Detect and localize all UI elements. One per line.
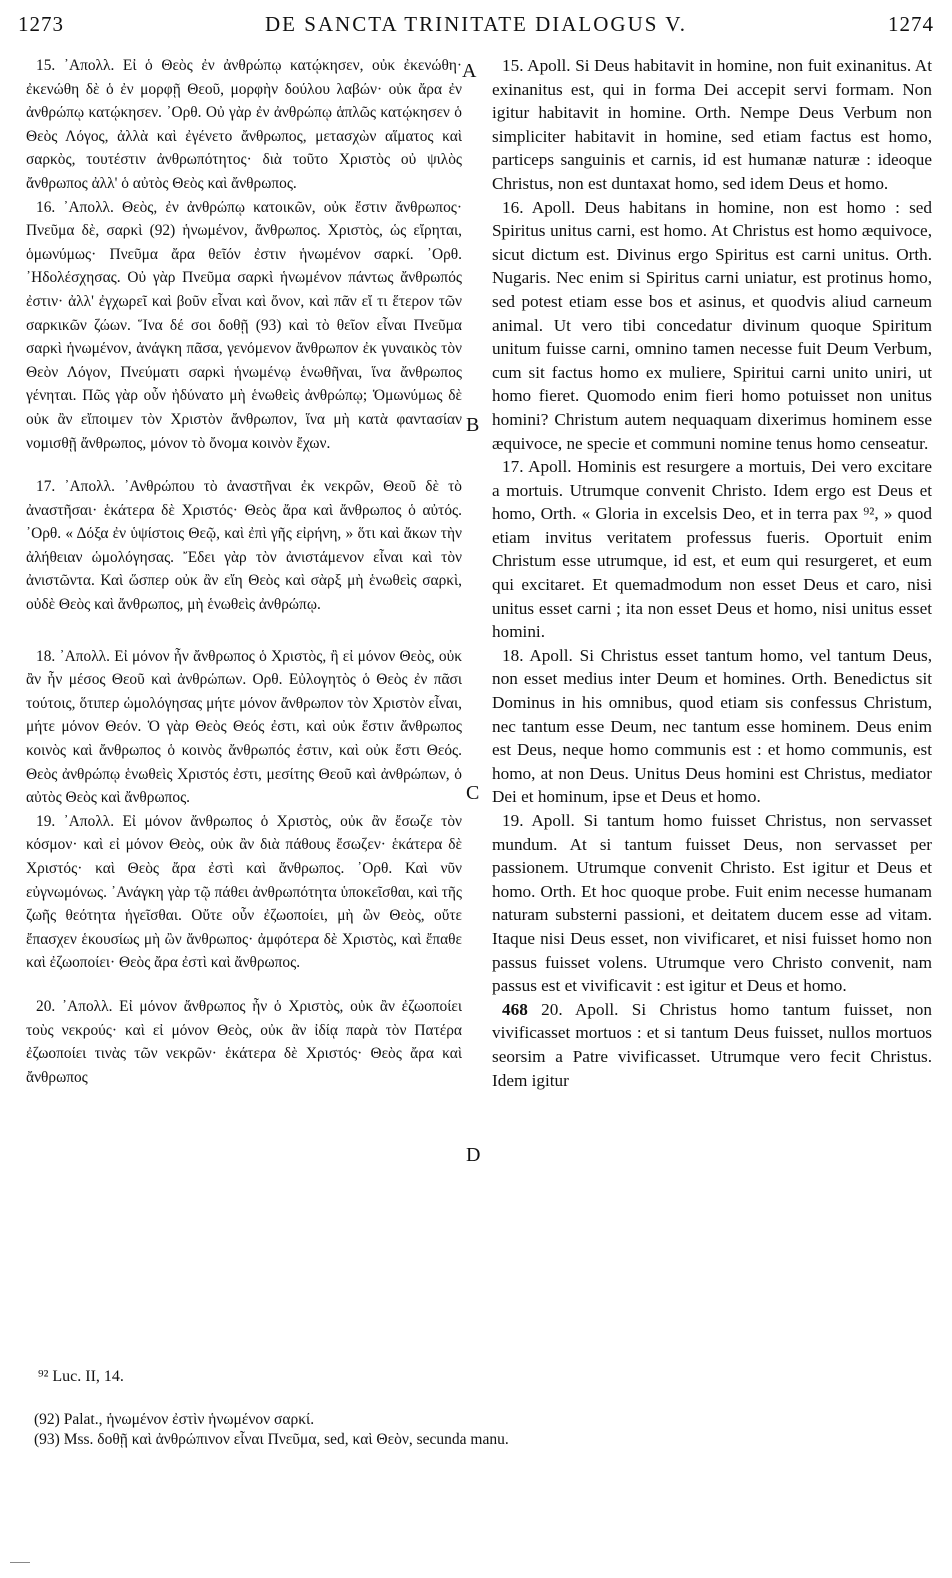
page-number-left: 1273: [18, 12, 64, 36]
margin-letter-b: B: [466, 414, 480, 436]
greek-column: [26, 54, 462, 1089]
critical-footnote-93: (93) Mss. δοθῇ καὶ ἀνθρώπινον εἶναι Πνεῦμα, sed, καὶ Θεὸν, secunda manu.: [34, 1431, 509, 1448]
greek-paragraph-16: 16. ᾿Απολλ. Θεὸς, ἐν ἀνθρώπῳ κατοικῶν, οὐκ ἔστιν ἄνθρωπος· Πνεῦμα δὲ, σαρκὶ (92) ἡνωμένον, ἄνθρωπος. Χριστὸς, ὡς εἴρηται, ὁμωνύμως· Πνεῦμα ἄρα θεῖόν ἐστιν ἡνωμένον σαρκί. ᾿Ορθ. ᾿Ηδολέσχησας. Οὐ γὰρ Πνεῦμα σαρκὶ ἡνωμένον πάντως ἄνθρωπός ἐστιν· ἀλλ' ἐγχωρεῖ καὶ βοῦν εἶναι καὶ ὄνον, καὶ πᾶν εἴ τι ἕτερον τῶν σαρκικῶν ζώων. Ἵνα δέ σοι δοθῇ (93) καὶ τὸ θεῖον εἶναι Πνεῦμα σαρκὶ ἡνωμένον, ἀνάγκη πᾶσα, γενόμενον ἄνθρωπον ἐκ γυναικὸς τὸν Θεὸν Λόγον, Πνεύματι σαρκὶ ἡνωμένῳ ἑνωθῆναι, ἵνα ἄνθρωπος γένηται. Πῶς γὰρ οὖν ἠδύνατο μὴ ἑνωθεὶς ἀνθρώπῳ; Ὁμωνύμως δὲ οὐκ ἂν εἴποιμεν τὸν Χριστὸν ἄνθρωπον, ἵνα μὴ κατὰ φαντασίαν νομισθῇ ἄνθρωπος, μόνον τὸ ὄνομα κοινὸν ἔχων.: [26, 198, 462, 452]
running-header: [18, 6, 934, 40]
latin-paragraph-19: 19. Apoll. Si tantum homo fuisset Christus, non servasset mundum. At si tantum fuisset Deus, non servasset per passionem. Utrumque convenit Christo. Est igitur et Deus et homo. Orth. Et hoc quoque probe. Fuit enim necesse humanam naturam substerni passioni, et deitatem ducem esse ad vitam. Itaque nisi Deus esset, non vivificaret, et nisi fuisset homo non passus fuisset volens. Utrumque vero Christo convenit, nam passus est et vivificavit : est igitur et Deus et homo.: [492, 811, 932, 996]
critical-footnote-92: (92) Palat., ἡνωμένον ἐστὶν ἡνωμένον σαρκί.: [34, 1411, 315, 1428]
greek-paragraph-17: 17. ᾿Απολλ. ᾿Ανθρώπου τὸ ἀναστῆναι ἐκ νεκρῶν, Θεοῦ δὲ τὸ ἀναστῆσαι· ἑκάτερα δὲ Χριστός· Θεὸς ἄρα καὶ ἄνθρωπος ὁ αὐτός. ᾿Ορθ. « Δόξα ἐν ὑψίστοις Θεῷ, καὶ ἐπὶ γῆς εἰρήνη, » ὅτι καὶ ἄκων τὴν ἀλήθειαν ὡμολόγησας. Ἔδει γὰρ τὸν ἀνιστάμενον εἶναι καὶ τὸν ἀνιστῶντα. Καὶ ὥσπερ οὐκ ἂν εἴη Θεὸς καὶ σὰρξ μὴ ἑνωθεὶς σαρκὶ, οὐδὲ Θεὸς καὶ ἄνθρωπος, μὴ ἑνωθεὶς ἀνθρώπῳ.: [26, 478, 462, 614]
latin-paragraph-20-text: 20. Apoll. Si Christus homo tantum fuisset, non vivificasset mortuos : et si tantum Deus fuisset, nullos mortuos seorsim a Patre vivificasset. Utrumque vero fecit Christus. Idem igitur: [492, 999, 932, 1090]
greek-paragraph-20: 20. ᾿Απολλ. Εἰ μόνον ἄνθρωπος ἦν ὁ Χριστὸς, οὐκ ἂν ἐζωοποίει τοὺς νεκρούς· καὶ εἰ μόνον Θεὸς, οὐκ ἂν ἰδίᾳ παρὰ τὸν Πατέρα ἐζωοποίει τινὰς τῶν νεκρῶν· ἑκάτερα δὲ Χριστός· Θεὸς ἄρα καὶ ἄνθρωπος: [26, 997, 462, 1086]
greek-paragraph-19: 19. ᾿Απολλ. Εἰ μόνον ἄνθρωπος ὁ Χριστὸς, οὐκ ἂν ἔσωζε τὸν κόσμον· καὶ εἰ μόνον Θεὸς, οὐκ ἂν διὰ πάθους ἔσωζεν· ἑκάτερα δὲ Χριστός· καὶ Θεὸς ἄρα ἐστὶ καὶ ἄνθρωπος. ᾿Ορθ. Καὶ νῦν εὐγνωμόνως. ᾿Ανάγκη γὰρ τῷ πάθει ἀνθρωπότητα ὑποκεῖσθαι, καὶ τῆς ζωῆς θεότητα ἡγεῖσθαι. Οὔτε οὖν ἐζωοποίει, μὴ ὢν Θεὸς, οὔτε ἔπασχεν ἑκουσίως μὴ ὢν ἄνθρωπος· ἀμφότερα δὲ Χριστὸς, καὶ ἔπαθε καὶ ἐζωοποίει· Θεὸς ἄρα ἐστὶ καὶ ἄνθρωπος.: [26, 812, 462, 972]
margin-letter-a: A: [462, 60, 477, 82]
scripture-footnote: ⁹² Luc. II, 14.: [38, 1368, 124, 1385]
greek-paragraph-18: 18. ᾿Απολλ. Εἰ μόνον ἦν ἄνθρωπος ὁ Χριστὸς, ἢ εἰ μόνον Θεὸς, οὐκ ἂν ἦν μέσος Θεοῦ καὶ ἀνθρώπων. Ορθ. Εὐλογητὸς ὁ Θεὸς ἐν πᾶσι τούτοις, ὅτιπερ ὡμολόγησας μήτε μόνον ἄνθρωπον τὸν Χριστὸν εἶναι, μήτε μόνον Θεόν. Ὁ γὰρ Θεὸς Θεός ἐστι, καὶ οὐκ ἔστιν ἄνθρωπος κοινὸς καὶ ἄνθρωπος ὁ κοινὸς ἄνθρωπός ἐστιν, καὶ οὐκ ἔστι Θεός. Θεὸς ἀνθρώπῳ ἑνωθεὶς Χριστός ἐστι, μεσίτης Θεοῦ καὶ ἀνθρώπων, ὁ αὐτὸς Θεὸς καὶ ἄνθρωπος.: [26, 647, 462, 807]
running-title: DE SANCTA TRINITATE DIALOGUS V.: [264, 12, 688, 36]
page-number-right: 1274: [888, 12, 934, 36]
greek-paragraph-15: 15. ᾿Απολλ. Εἰ ὁ Θεὸς ἐν ἀνθρώπῳ κατῴκησεν, οὐκ ἐκενώθη· ἐκενώθη δὲ ὁ ἐν μορφῇ Θεοῦ, μορφὴν δούλου λαβών· οὐκ ἄρα ἐν ἀνθρώπῳ κατῴκησεν. ᾿Ορθ. Οὐ γὰρ ἐν ἀνθρώπῳ ἁπλῶς κατῴκησεν ὁ Θεὸς Λόγος, ἀλλὰ καὶ ἐγένετο ἄνθρωπος, μετασχὼν αἵματος καὶ σαρκὸς, τουτέστιν ἀνθρωπότητος· διὰ τοῦτο Χριστὸς οὐ ψιλὸς ἄνθρωπος ἀλλ' ὁ αὐτὸς Θεὸς καὶ ἄνθρωπος.: [26, 57, 462, 192]
latin-paragraph-17: 17. Apoll. Hominis est resurgere a mortuis, Dei vero excitare a mortuis. Utrumque convenit Christo. Idem ergo est Deus et homo, Orth. « Gloria in excelsis Deo, et in terra pax ⁹², » quod etiam invitus veritatem professus fueris. Oportuit enim Christum esse utrumque, id est, et eum qui resurgeret, et eum qui excitaret. Et quemadmodum non esset Deus et caro, nisi unitus esset carni ; ita non esset Deus et homo, nisi unitus esset homini.: [492, 457, 932, 642]
latin-paragraph-18: 18. Apoll. Si Christus esset tantum homo, vel tantum Deus, non esset medius inter Deum et homines. Orth. Benedictus sit Dominus in his omnibus, quod etiam sis confessus Christum, nec tantum esse Deum, nec tantum esse hominem. Deus enim est Deus, neque homo communis est : et homo communis, est homo, at non Deus. Unitus Deus homini est Christus, mediator Dei et hominum, ipse et Deus et homo.: [492, 645, 932, 807]
latin-column: [492, 54, 932, 1092]
latin-paragraph-15: 15. Apoll. Si Deus habitavit in homine, non fuit exinanitus. At exinanitus est, qui in forma Dei accepit servi formam. Non igitur habitavit in homine. Orth. Nempe Deus Verbum non simpliciter habitavit in homine, sed etiam factus est homo, particeps sanguinis et carnis, id est humanæ naturæ : ideoque Christus, non est duntaxat homo, sed idem Deus et homo.: [492, 56, 932, 193]
latin-paragraph-16: 16. Apoll. Deus habitans in homine, non est homo : sed Spiritus unitus carni, est homo. At Christus est homo æquivoce, sicut dictum est. Divinus ergo Spiritus est carni unitus. Orth. Nugaris. Nec enim si Spiritus carni uniatur, est protinus homo, sed potest etiam esse bos et asinus, et quodvis aliud carneum animal. Ut vero tibi concedatur divinum quoque Spiritum unitum fuisse carni, omnino tamen necesse fuit Deum Verbum, cum sit factus homo ex muliere, Spiritui carni unito uniri, ut homo fieret. Quomodo enim fieri homo potuisset non unitus homini? Christum autem nequaquam dixerimus hominem esse æquivoce, ne specie et communi nomine tenus homo censeatur.: [492, 197, 932, 453]
corner-mark: [10, 1562, 30, 1563]
margin-letter-d: D: [466, 1144, 481, 1166]
critical-footnotes: [34, 1410, 509, 1450]
margin-letter-c: C: [466, 782, 480, 804]
column-marker: 468: [502, 999, 528, 1019]
latin-paragraph-20: [492, 998, 932, 1092]
